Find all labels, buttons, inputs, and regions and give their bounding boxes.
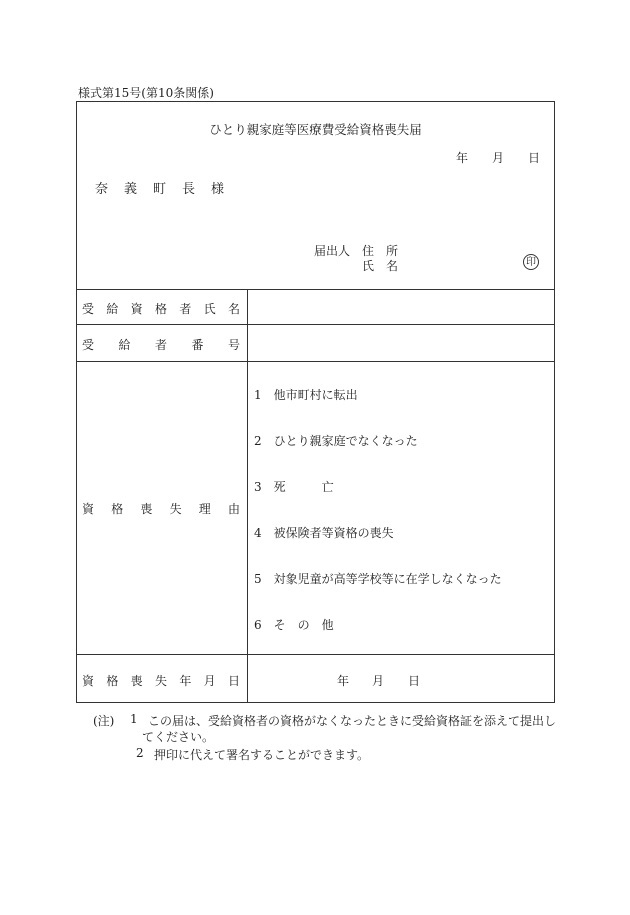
reason-number: 4: [254, 526, 262, 540]
reason-number: 6: [254, 618, 262, 632]
reason-item: [254, 524, 394, 541]
applicant-label: 届出人: [314, 244, 351, 258]
label-char: 給: [106, 302, 119, 316]
label-char: 格: [106, 674, 119, 688]
label-char: 年: [179, 674, 192, 688]
reason-text: ひとり親家庭でなくなった: [273, 434, 418, 448]
label-char: 受: [82, 338, 95, 352]
addressee-char: 町: [152, 182, 166, 197]
label-char: 喪: [130, 674, 143, 688]
label-char: 格: [111, 502, 124, 516]
reason-text: 他市町村に転出: [273, 388, 358, 402]
column-divider: [247, 289, 248, 703]
label-char: 氏: [203, 302, 216, 316]
label-char: 格: [154, 302, 167, 316]
divider: [76, 361, 555, 362]
seal-icon: 印: [523, 254, 539, 270]
notes-label: (注): [93, 714, 115, 728]
label-char: 資: [82, 674, 95, 688]
divider: [76, 289, 555, 290]
reason-number: 3: [254, 480, 262, 494]
reason-item: [254, 432, 418, 449]
label-char: 由: [227, 502, 240, 516]
label-char: 名: [227, 302, 240, 316]
reason-number: 1: [254, 388, 262, 402]
form-number: 様式第15号(第10条関係): [78, 86, 214, 100]
divider: [76, 324, 555, 325]
label-char: 日: [227, 674, 240, 688]
label-char: 号: [227, 338, 240, 352]
reason-item: [254, 386, 358, 403]
name-label: 氏 名: [362, 259, 399, 273]
label-char: 月: [203, 674, 216, 688]
divider: [76, 654, 555, 655]
recipient-number-label: [82, 336, 240, 353]
note-text: てください。: [142, 730, 215, 744]
addressee-char: 奈: [95, 182, 109, 197]
label-char: 失: [154, 674, 167, 688]
loss-date-year: 年: [337, 674, 350, 688]
note-number: 1: [130, 712, 138, 726]
loss-date-day: 日: [408, 674, 421, 688]
loss-reason-label: [82, 500, 240, 517]
reason-text: 対象児童が高等学校等に在学しなくなった: [273, 572, 502, 586]
address-label: 住 所: [362, 244, 399, 258]
label-char: 給: [118, 338, 131, 352]
addressee-honorific: 様: [211, 182, 225, 197]
label-char: 番: [191, 338, 204, 352]
reason-text: そ の 他: [273, 618, 334, 632]
reason-text: 被保険者等資格の喪失: [273, 526, 394, 540]
label-char: 理: [198, 502, 211, 516]
label-char: 失: [169, 502, 182, 516]
reason-text: 死 亡: [273, 480, 334, 494]
addressee-char: 義: [123, 182, 137, 197]
label-char: 者: [179, 302, 192, 316]
note-text: この届は、受給資格者の資格がなくなったときに受給資格証を添えて提出し: [148, 714, 557, 728]
reason-item: [254, 616, 334, 633]
label-char: 資: [130, 302, 143, 316]
label-char: 資: [82, 502, 95, 516]
recipient-name-label: [82, 300, 240, 317]
label-char: 者: [154, 338, 167, 352]
header-date-day: 日: [528, 151, 541, 165]
reason-item: [254, 570, 502, 587]
reason-item: [254, 478, 334, 495]
addressee: [95, 178, 195, 197]
header-date-month: 月: [492, 151, 505, 165]
addressee-char: 長: [181, 182, 195, 197]
note-text: 押印に代えて署名することができます。: [154, 748, 370, 762]
header-date-year: 年: [456, 151, 469, 165]
form-title: ひとり親家庭等医療費受給資格喪失届: [209, 122, 422, 137]
label-char: 喪: [140, 502, 153, 516]
reason-number: 2: [254, 434, 262, 448]
loss-date-month: 月: [372, 674, 385, 688]
label-char: 受: [82, 302, 95, 316]
loss-date-label: [82, 672, 240, 689]
reason-number: 5: [254, 572, 262, 586]
note-number: 2: [136, 746, 144, 760]
